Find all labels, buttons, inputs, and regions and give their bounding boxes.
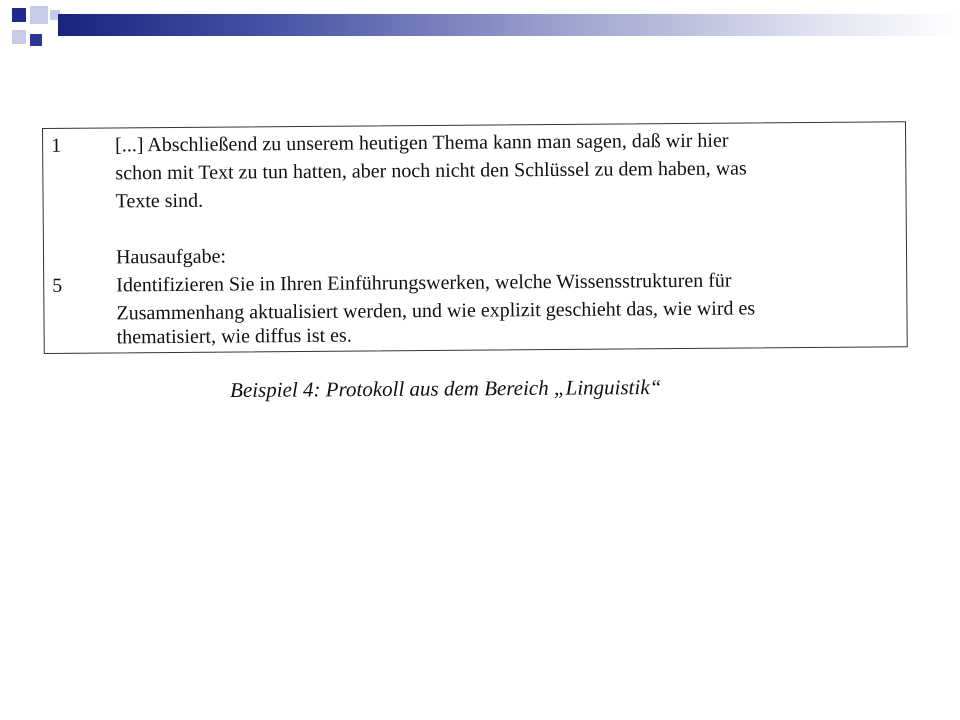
- scanned-protocol-excerpt: [42, 121, 908, 354]
- line-number: 1: [51, 134, 62, 157]
- figure-caption: Beispiel 4: Protokoll aus dem Bereich „Linguistik“: [230, 374, 662, 402]
- header-gradient-bar: [58, 14, 960, 36]
- line-text: Texte sind.: [115, 189, 204, 213]
- line-text: [...] Abschließend zu unserem heutigen Thema kann man sagen, daß wir hier: [115, 129, 729, 157]
- line-text: schon mit Text zu tun hatten, aber noch nicht den Schlüssel zu dem haben, was: [115, 157, 747, 185]
- decor-square: [30, 34, 42, 46]
- decor-square: [12, 8, 26, 22]
- decor-square: [12, 30, 26, 44]
- line-text: Hausaufgabe:: [115, 245, 227, 269]
- line-text: Zusammenhang aktualisiert werden, und wie explizit geschieht das, wie wird es: [116, 297, 756, 325]
- line-text: Identifizieren Sie in Ihren Einführungswerken, welche Wissensstrukturen für: [116, 269, 732, 297]
- slide-header-decoration: [0, 0, 960, 60]
- line-text: thematisiert, wie diffus ist es.: [116, 324, 352, 349]
- decor-square: [30, 6, 48, 24]
- line-number: 5: [52, 274, 63, 297]
